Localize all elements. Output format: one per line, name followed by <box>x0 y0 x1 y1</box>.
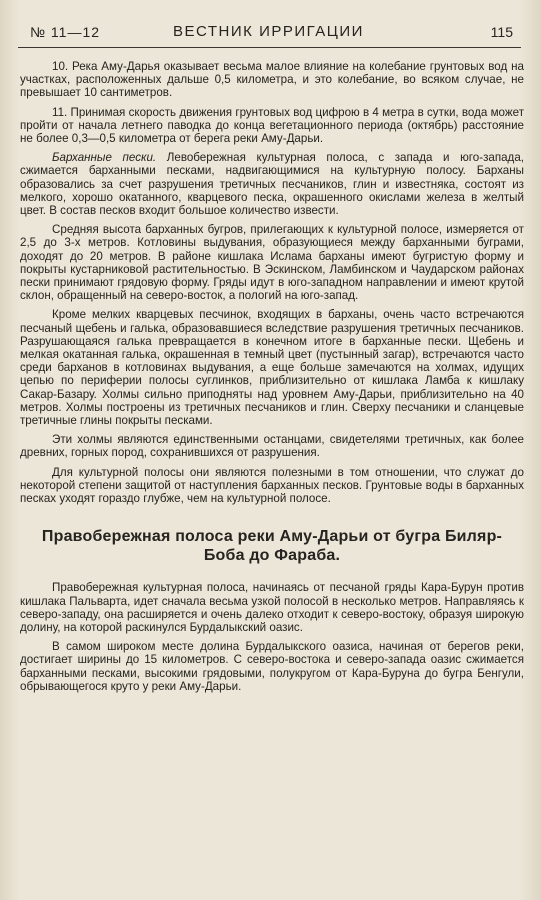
paragraph-11: 11. Принимая скорость движения грунтовых вод цифрою в 4 метра в сутки, вода может пройти от начала летнего паводка до конца вегетационного периода (октябрь) расстояние не более 0,3—0,5 километра от берега реки Аму-Дарьи. <box>20 105 524 146</box>
journal-title: ВЕСТНИК ИРРИГАЦИИ <box>173 23 364 40</box>
paragraph-protection: Для культурной полосы они являются полезными в том отношении, что служат до некоторой степени защитой от наступления барханных песков. Грунтовые воды в барханных песках уходят гораздо глубже, чем на культурной полосе. <box>20 465 524 506</box>
paragraph-height: Средняя высота барханных бугров, прилегающих к культурной полосе, измеряется от 2,5 до 3-х метров. Котловины выдувания, образующиеся между барханными буграми, доходят до 20 метров. В районе кишлака Ислама барханы имеют бугристую форму и покрыты кустарниковой растительностью. В Эскинском, Ламбинском и Чаударском районах пески принимают грядовую форму. Гряды идут в юго-западном направлении и имеют крутой склон, обращенный на северо-восток, а пологий на юго-запад. <box>20 223 524 303</box>
paragraph-right-bank: Правобережная культурная полоса, начинаясь от песчаной гряды Кара-Бурун против кишлака Пальварта, идет сначала весьма узкой полосой в несколько метров. Направляясь к северо-западу, она расширяется и очень далеко отходит к северо-востоку, образуя широкую долину, на которой раскинулся Бурдалыкский оазис. <box>20 581 524 634</box>
article-body <box>20 60 524 699</box>
sands-lead: Барханные пески. <box>52 151 157 165</box>
paragraph-valley: В самом широком месте долина Бурдалыкского оазиса, начиная от берегов реки, достигает ширины до 15 километров. С северо-востока и северо-запада оазис сжимается барханными песками, высокими грядовыми, полукругом от Кара-Буруна до бугра Бенгули, обрывающегося круто у реки Аму-Дарьи. <box>20 640 524 693</box>
issue-number: № 11—12 <box>30 24 101 40</box>
paragraph-hills: Эти холмы являются единственными останцами, свидетелями третичных, как более древних, горных пород, сохранившихся от разрушения. <box>20 433 524 460</box>
paragraph-pebbles: Кроме мелких кварцевых песчинок, входящих в барханы, очень часто встречаются песчаный щебень и галька, образовавшиеся вследствие разрушения третичных песчаников. Разрушающаяся галька превращается в конечном итоге в барханные пески. Щебень и мелкая окатанная галька, окрашенная в темный цвет (пустынный загар), встречаются часто среди барханов в котловинах выдувания, а еще больше замечаются на холмах, идущих цепью по периферии полосы суглинков, приблизительно от кишлака Ламба к кишлаку Сакар-Базару. Холмы сильно приподняты над уровнем Аму-Дарьи, приблизительно на 40 метров. Холмы построены из третичных песчаников и глин. Сверху песчаники и сланцевые третичные глины покрыты песками. <box>20 308 524 428</box>
page-number: 115 <box>490 24 513 40</box>
paragraph-10: 10. Река Аму-Дарья оказывает весьма малое влияние на колебание грунтовых вод на участках, расположенных дальше 0,5 километра, и это колебание, во всяком случае, не превышает 10 сантиметров. <box>20 60 524 100</box>
section-heading: Правобережная полоса реки Аму-Дарьи от бугра Биляр-Боба до Фараба. <box>41 528 503 565</box>
page-header <box>18 22 519 44</box>
sands-text: Левобережная культурная полоса, с запада и юго-запада, сжимается барханными песками, надвигающимися на культурную полосу. Барханы образовались за счет разрушения третичных песчаников, глин и известняка, состоят из мелкого, хорошо окатанного, кварцевого песка, окрашенного окислами железа в желтый цвет. В состав песков входит большое количество извести. <box>20 151 524 218</box>
header-rule <box>18 47 521 48</box>
paragraph-sands <box>20 151 524 217</box>
